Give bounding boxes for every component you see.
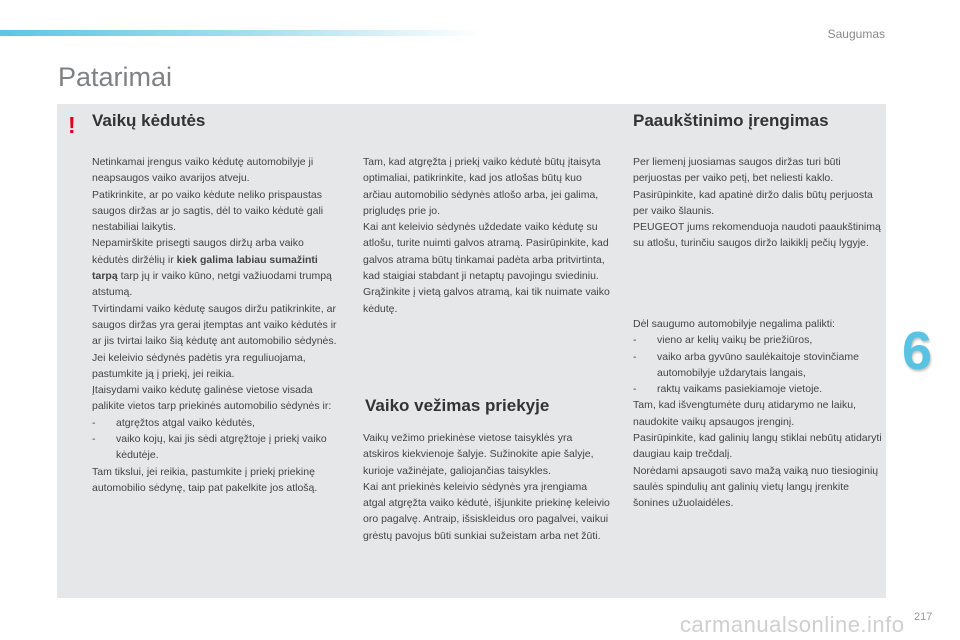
paragraph: Norėdami apsaugoti savo mažą vaiką nuo tiesioginių saulės spindulių ant galinių vietų langų įrenkite šonines užuolaidėles. <box>633 464 879 510</box>
front-transport-heading: Vaiko vežimas priekyje <box>365 396 550 415</box>
paragraph: Pasirūpinkite, kad apatinė diržo dalis būtų perjuosta per vaiko šlaunis. <box>633 188 873 217</box>
header-accent-bar <box>0 30 480 36</box>
paragraph: Per liemenį juosiamas saugos diržas turi būti perjuostas per vaiko petį, bet neliesti kaklo. <box>633 156 841 185</box>
child-seats-col2 <box>363 154 610 317</box>
list-item: - vaiko arba gyvūno saulėkaitoje stovinčiame automobilyje uždarytais langais, <box>633 350 859 379</box>
front-transport-text <box>363 430 610 544</box>
watermark: carmanualsonline.info <box>680 612 905 637</box>
paragraph: Nepamirškite prisegti saugos diržų arba vaiko kėdutės diržėlių ir kiek galima labiau sumažinti tarpą tarp jų ir vaiko kūno, netgi važiuodami trumpą atstumą. <box>92 237 332 299</box>
paragraph: Patikrinkite, ar po vaiko kėdute neliko prispaustas saugos diržas ar jo sagtis, dėl to vaiko kėdutė gali nestabiliai laikytis. <box>92 188 324 234</box>
paragraph: Tam, kad atgręžta į priekį vaiko kėdutė būtų įtaisyta optimaliai, patikrinkite, kad jos atlošas būtų kuo arčiau automobilio sėdynės atlošo arba, jei galima, prigludęs prie jo. <box>363 156 601 217</box>
paragraph: PEUGEOT jums rekomenduoja naudoti paaukštinimą su atlošu, turinčiu saugos diržo laikiklį pečių lygyje. <box>633 221 881 250</box>
paragraph: Kai ant keleivio sėdynės uždedate vaiko kėdutę su atlošu, turite nuimti galvos atramą. Pasirūpinkite, kad galvos atrama būtų tinkamai padėta arba pritvirtinta, kad staigiai stabdant ji netaptų pavojingu sviediniu. Grąžinkite į vietą galvos atramą, kai tik nuimate vaiko kėdutę. <box>363 221 610 315</box>
paragraph: Kai ant priekinės keleivio sėdynės yra įrengiama atgal atgręžta vaiko kėdutė, išjunkite priekinę keleivio oro pagalvę. Antraip, išsiskleidus oro pagalvei, vaikui grėstų pavojus būti sunkiai sužeistam arba net žūti. <box>363 480 610 542</box>
safety-text <box>633 316 885 512</box>
paragraph: Tvirtindami vaiko kėdutę saugos diržu patikrinkite, ar saugos diržas yra gerai įtemptas ant vaiko kėdutės ir ar jis tvirtai laiko šią kėdutę ant automobilio sėdynės. Jei keleivio sėdynės padėtis yra reguliuojama, pastumkite ją į priekį, jei reikia. <box>92 302 337 380</box>
page-number: 217 <box>914 611 933 623</box>
paragraph: Įtaisydami vaiko kėdutę galinėse vietose visada palikite vietos tarp priekinės automobilio sėdynės ir: <box>92 384 332 413</box>
paragraph: Pasirūpinkite, kad galinių langų stiklai nebūtų atidaryti daugiau kaip trečdalį. <box>633 432 882 461</box>
emphasis-text: kiek galima labiau sumažinti tarpą <box>92 253 318 283</box>
child-seats-col1 <box>92 154 342 496</box>
paragraph: Tam, kad išvengtumėte durų atidarymo ne laiku, naudokite vaikų apsaugos įrenginį. <box>633 399 856 428</box>
paragraph: Dėl saugumo automobilyje negalima palikti: <box>633 318 835 330</box>
chapter-number: 6 <box>902 321 933 381</box>
warning-icon: ! <box>68 112 76 138</box>
list-item: - vaiko kojų, kai jis sėdi atgręžtoje į priekį vaiko kėdutėje. <box>92 433 327 462</box>
list-item: - vieno ar kelių vaikų be priežiūros, <box>633 334 813 347</box>
child-seats-heading: Vaikų kėdutės <box>92 111 206 130</box>
paragraph: Netinkamai įrengus vaiko kėdutę automobilyje ji neapsaugos vaiko avarijos atveju. <box>92 156 314 185</box>
list-item: - atgręžtos atgal vaiko kėdutės, <box>92 416 255 429</box>
page-title: Patarimai <box>58 62 173 92</box>
paragraph: Vaikų vežimo priekinėse vietose taisyklės yra atskiros kiekvienoje šalyje. Sužinokite apie šalyje, kurioje važinėjate, galiojančias taisykles. <box>363 432 594 477</box>
section-header: Saugumas <box>827 27 885 41</box>
booster-heading: Paaukštinimo įrengimas <box>633 111 829 130</box>
booster-text <box>633 154 885 252</box>
list-item: - raktų vaikams pasiekiamoje vietoje. <box>633 383 823 396</box>
paragraph: Tam tikslui, jei reikia, pastumkite į priekį priekinę automobilio sėdynę, taip pat pakelkite jos atlošą. <box>92 465 318 494</box>
